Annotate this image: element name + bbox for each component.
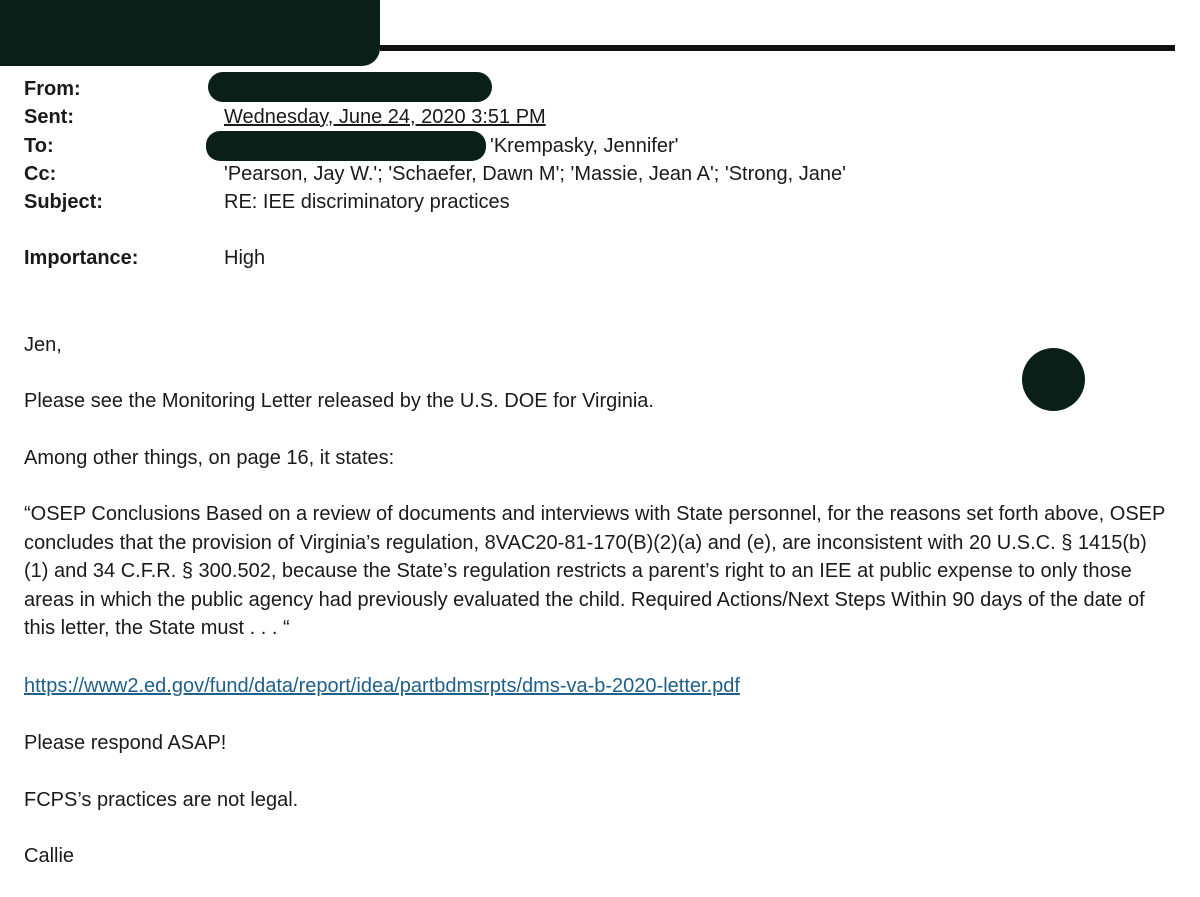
from-redaction xyxy=(208,72,492,102)
subject-label: Subject: xyxy=(24,191,103,213)
sent-label: Sent: xyxy=(24,106,74,128)
from-label: From: xyxy=(24,78,81,100)
cc-value: 'Pearson, Jay W.'; 'Schaefer, Dawn M'; 'Massie, Jean A'; 'Strong, Jane' xyxy=(224,163,846,185)
to-value: 'Krempasky, Jennifer' xyxy=(490,135,679,157)
cc-label: Cc: xyxy=(24,163,57,185)
letter-link[interactable]: https://www2.ed.gov/fund/data/report/idea/partbdmsrpts/dms-va-b-2020-letter.pdf xyxy=(24,675,740,697)
link-paragraph xyxy=(24,672,1174,701)
body-paragraph-2: Among other things, on page 16, it states: xyxy=(24,447,395,469)
body-paragraph-3: Please respond ASAP! xyxy=(24,732,227,754)
quoted-text: “OSEP Conclusions Based on a review of documents and interviews with State personnel, for the reasons set forth above, OSEP concludes that the provision of Virginia’s regulation, 8VAC20-81-170(B)(2)(a) and (e), are inconsistent with 20 U.S.C. § 1415(b)(1) and 34 C.F.R. § 300.502, because the State’s regulation restricts a parent’s right to an IEE at public expense to only those areas in which the public agency had previously evaluated the child. Required Actions/Next Steps Within 90 days of the date of this letter, the State must . . . “ xyxy=(24,503,1165,639)
importance-value: High xyxy=(224,247,266,269)
subject-value: RE: IEE discriminatory practices xyxy=(224,191,510,213)
sent-value: Wednesday, June 24, 2020 3:51 PM xyxy=(224,106,546,128)
body-paragraph-4: FCPS’s practices are not legal. xyxy=(24,789,299,811)
to-label: To: xyxy=(24,135,54,157)
body-paragraph-1: Please see the Monitoring Letter released by the U.S. DOE for Virginia. xyxy=(24,390,654,412)
header-rule xyxy=(380,45,1175,51)
redaction-block-top xyxy=(0,0,380,66)
signature: Callie xyxy=(24,845,75,867)
greeting: Jen, xyxy=(24,334,62,356)
importance-label: Importance: xyxy=(24,247,139,269)
to-redaction xyxy=(206,131,486,161)
